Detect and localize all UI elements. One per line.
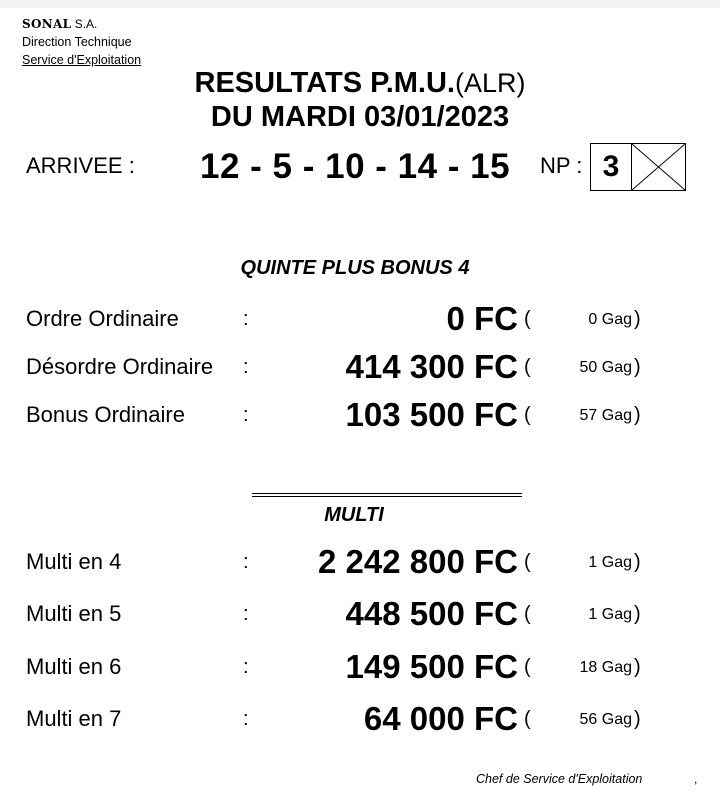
row-paren-open: ( [524, 551, 531, 573]
row-paren-open: ( [524, 356, 531, 378]
row-paren-open: ( [524, 404, 531, 426]
row-gag: 57 Gag [579, 407, 632, 424]
np-label: NP : [540, 153, 583, 178]
quinte-title: QUINTE PLUS BONUS 4 [240, 257, 470, 279]
row-label: Multi en 4 [26, 549, 122, 574]
row-paren-close: ) [634, 603, 641, 625]
row-label: Bonus Ordinaire [26, 402, 185, 427]
section-divider [252, 493, 522, 497]
row-label: Multi en 6 [26, 654, 122, 679]
row-amount: 64 000 FC [363, 700, 518, 737]
multi-title: MULTI [324, 504, 384, 526]
row-colon: : [243, 551, 249, 573]
row-colon: : [243, 656, 249, 678]
signature-line: Chef de Service d'Exploitation [476, 772, 643, 786]
row-amount: 149 500 FC [345, 648, 518, 685]
row-colon: : [243, 603, 249, 625]
org-suffix: S.A. [74, 17, 98, 31]
service-name: Service d'Exploitation [22, 53, 142, 67]
row-amount: 103 500 FC [345, 396, 518, 433]
row-paren-open: ( [524, 656, 531, 678]
org-name [22, 16, 97, 32]
org-logo-text: SONAL [22, 17, 72, 31]
row-gag: 18 Gag [579, 659, 632, 676]
row-amount: 0 FC [446, 300, 518, 337]
footer-mark: , [694, 772, 698, 786]
page-date: DU MARDI 03/01/2023 [210, 101, 510, 133]
arrivee-numbers: 12 - 5 - 10 - 14 - 15 [200, 147, 511, 186]
row-paren-close: ) [634, 656, 641, 678]
np-box [590, 143, 686, 191]
title-main: RESULTATS P.M.U. [194, 67, 455, 99]
row-colon: : [243, 308, 249, 330]
page-title [0, 66, 720, 100]
row-gag: 1 Gag [588, 606, 632, 623]
row-paren-open: ( [524, 308, 531, 330]
cross-icon [632, 144, 685, 190]
row-label: Multi en 7 [26, 706, 122, 731]
np-value: 3 [591, 144, 632, 190]
row-label: Ordre Ordinaire [26, 306, 179, 331]
row-amount: 448 500 FC [345, 595, 518, 632]
row-gag: 0 Gag [588, 311, 632, 328]
row-colon: : [243, 708, 249, 730]
row-label: Désordre Ordinaire [26, 354, 214, 379]
row-gag: 50 Gag [579, 359, 632, 376]
row-colon: : [243, 404, 249, 426]
row-paren-close: ) [634, 308, 641, 330]
row-paren-open: ( [524, 708, 531, 730]
row-label: Multi en 5 [26, 601, 122, 626]
row-paren-close: ) [634, 551, 641, 573]
row-colon: : [243, 356, 249, 378]
row-amount: 414 300 FC [345, 348, 518, 385]
row-gag: 56 Gag [579, 711, 632, 728]
row-paren-close: ) [634, 356, 641, 378]
row-paren-close: ) [634, 708, 641, 730]
top-band [0, 0, 720, 8]
row-paren-close: ) [634, 404, 641, 426]
title-type: (ALR) [454, 68, 526, 98]
row-paren-open: ( [524, 603, 531, 625]
row-amount: 2 242 800 FC [318, 543, 518, 580]
department: Direction Technique [22, 35, 132, 49]
row-gag: 1 Gag [588, 554, 632, 571]
arrivee-label: ARRIVEE : [26, 153, 135, 178]
